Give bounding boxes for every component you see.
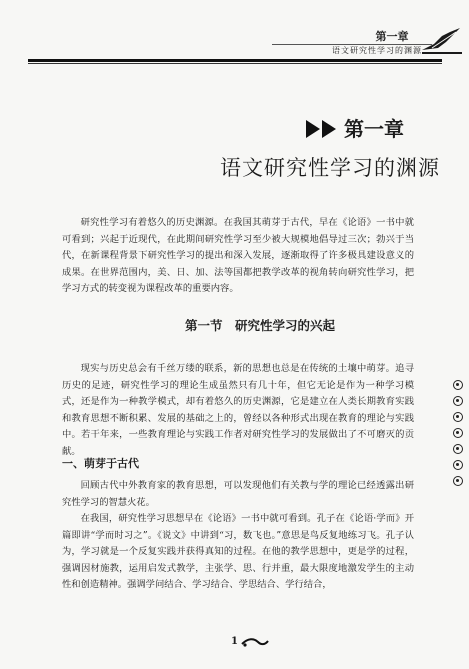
margin-ring-ornament: [453, 476, 463, 486]
running-header-chapter: 第一章: [375, 30, 409, 43]
section-paragraph: 现实与历史总会有千丝万缕的联系，新的思想也总是在传统的土壤中萌芽。追寻历史的足迹，研究性学习的理论生成虽然只有几十年，但它无论是作为一种学习模式，还是作为一种教学模式，却有着悠久的历史渊源，它是建立在人类长期教育实践和教育思想不断积累、发展的基础之上的，曾经以各种形式出现在教育的理论与实践中。若干年来，一些教育理论与实践工作者对研究性学习的发展做出了不可磨灭的贡献。: [62, 363, 414, 457]
margin-ring-ornament: [453, 380, 463, 390]
margin-ring-ornament: [453, 460, 463, 470]
intro-paragraph: 研究性学习有着悠久的历史渊源。在我国其萌芽于古代，早在《论语》一书中就可看到；兴起于近现代，在此期间研究性学习至少被大规模地倡导过三次；勃兴于当代，在新课程背景下研究性学习的提出和深入发展，逐渐取得了许多极具建设意义的成果。在世界范围内，美、日、加、法等国都把教学改革的视角转向研究性学习，把学习方式的转变视为课程改革的重要内容。: [62, 217, 414, 295]
page-number: 1: [231, 636, 238, 647]
section-title: 第一节 研究性学习的兴起: [184, 318, 335, 333]
chapter-number: 第一章: [344, 117, 404, 141]
double-arrow-icon: [305, 118, 339, 140]
header-rule-thin: [28, 63, 442, 64]
chapter-title: 语文研究性学习的渊源: [220, 156, 440, 180]
subsection-title: 一、萌芽于古代: [62, 457, 139, 470]
quill-emblem-icon: [420, 24, 464, 56]
footer-flourish-icon: [240, 635, 270, 649]
body-paragraph: 在我国，研究性学习思想早在《论语》一书中就可看到。孔子在《论语·学而》开篇即讲“学而时习之”。《说文》中讲到“习，数飞也。”意思是鸟反复地练习飞。孔子认为，学习就是一个反复实践并获得真知的过程。在他的教学思想中，更是学的过程，强调因材施教，运用启发式教学，主张学、思、行并重，最大限度地激发学生的主动性和创造精神。强调学问结合、学习结合、学思结合、学行结合，: [62, 513, 414, 591]
margin-ring-ornament: [453, 428, 463, 438]
margin-ring-ornament: [453, 444, 463, 454]
margin-ring-ornament: [453, 412, 463, 422]
header-rule: [28, 59, 442, 62]
margin-ring-ornament: [453, 396, 463, 406]
body-paragraph: 回顾古代中外教育家的教育思想，可以发现他们有关教与学的理论已经透露出研究性学习的智慧火花。: [62, 480, 414, 508]
running-header-title: 语文研究性学习的渊源: [332, 46, 422, 55]
